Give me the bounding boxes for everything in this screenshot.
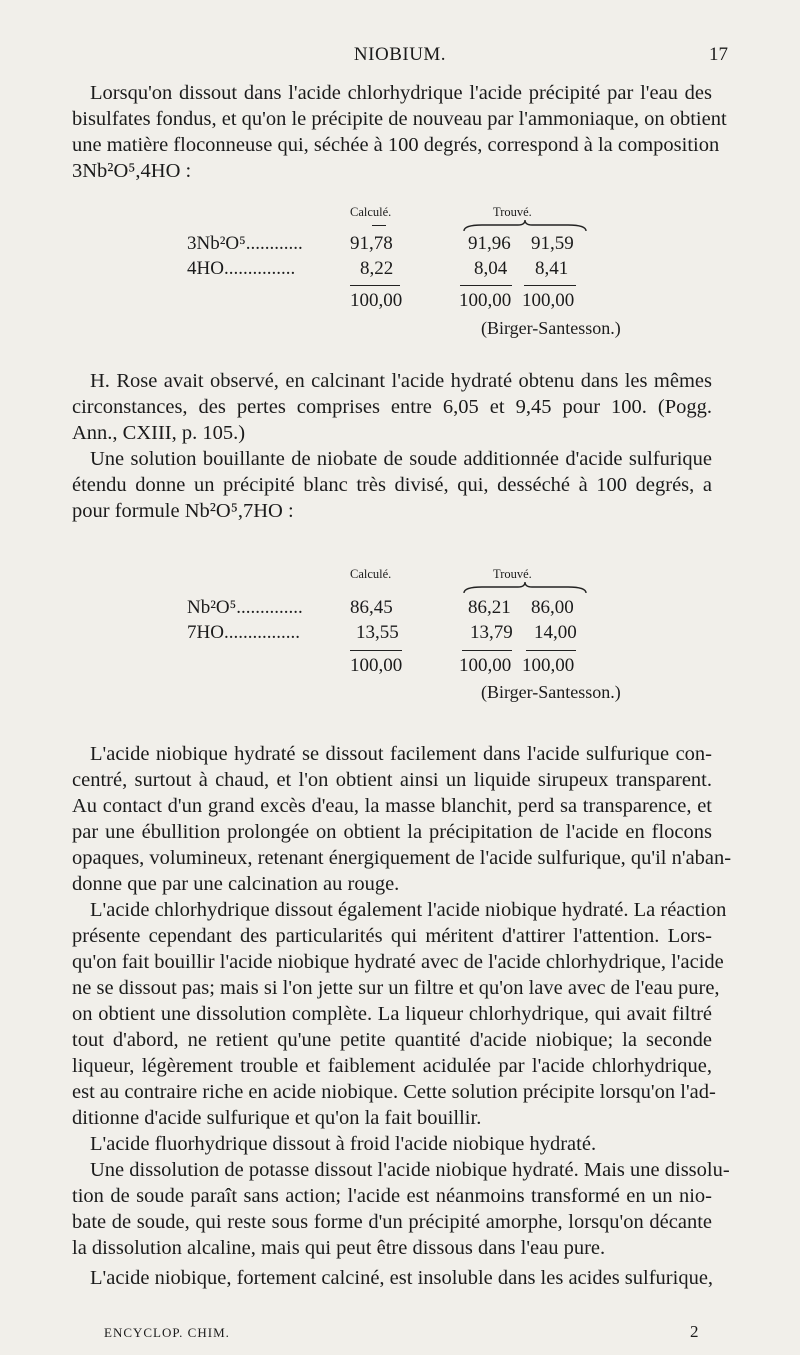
para5-line: L'acide chlorhydrique dissout également l'acide niobique hydraté. La réaction	[90, 899, 727, 921]
table2-head-found: Trouvé.	[493, 567, 532, 581]
para8-line: L'acide niobique, fortement calciné, est insoluble dans les acides sulfurique,	[90, 1267, 714, 1289]
para2-line: circonstances, des pertes comprises entre 6,05 et 9,45 pour 100. (Pogg.	[72, 396, 712, 418]
footer-signature-number: 2	[690, 1322, 699, 1341]
para7-line: bate de soude, qui reste sous forme d'un précipité amorphe, lorsqu'on décante	[72, 1211, 712, 1233]
para5-line: qu'on fait bouillir l'acide niobique hydraté avec de l'acide chlorhydrique, l'acide	[72, 951, 724, 973]
para4-line: L'acide niobique hydraté se dissout facilement dans l'acide sulfurique con-	[90, 743, 712, 765]
para7-line: tion de soude paraît sans action; l'acide est néanmoins transformé en un nio-	[72, 1185, 712, 1207]
para3-line: étendu donne un précipité blanc très divisé, qui, desséché à 100 degrés, a	[72, 474, 712, 496]
footer-signature: ENCYCLOP. CHIM.	[104, 1325, 230, 1340]
para4-line: Au contact d'un grand excès d'eau, la masse blanchit, perd sa transparence, et	[72, 795, 712, 817]
table1-row-found1: 91,96	[468, 233, 511, 254]
table2-row-found2: 86,00	[531, 597, 574, 618]
table2-total-found1: 100,00	[459, 655, 512, 676]
table1-sum-rule	[350, 285, 400, 286]
para1-line: Lorsqu'on dissout dans l'acide chlorhydrique l'acide précipité par l'eau des	[90, 82, 712, 104]
para1-line: une matière floconneuse qui, séchée à 100 degrés, correspond à la composition	[72, 134, 720, 156]
table2-row-calc: 86,45	[350, 597, 393, 618]
table2-row-found1: 13,79	[470, 622, 513, 643]
para3-line: pour formule Nb²O⁵,7HO :	[72, 500, 294, 522]
para4-line: centré, surtout à chaud, et l'on obtient ainsi un liquide sirupeux transparent.	[72, 769, 712, 791]
table1-head-found: Trouvé.	[493, 205, 532, 219]
table1-total-calc: 100,00	[350, 290, 403, 311]
table2-sum-rule	[526, 650, 576, 651]
table2-row-calc: 13,55	[356, 622, 399, 643]
para4-line: par une ébullition prolongée on obtient la précipitation de l'acide en flocons	[72, 821, 712, 843]
table2-row-found2: 14,00	[534, 622, 577, 643]
para2-line: H. Rose avait observé, en calcinant l'acide hydraté obtenu dans les mêmes	[90, 370, 712, 392]
table1-row-found2: 91,59	[531, 233, 574, 254]
para4-line: opaques, volumineux, retenant énergiquement de l'acide sulfurique, qu'il n'aban-	[72, 847, 732, 869]
table1-brace-icon	[462, 219, 588, 233]
table1-sum-rule	[460, 285, 512, 286]
table1-row-found2: 8,41	[535, 258, 569, 279]
table1-dash	[372, 225, 386, 226]
table2-brace-icon	[462, 581, 588, 595]
page-number: 17	[709, 44, 728, 65]
para7-line: la dissolution alcaline, mais qui peut être dissous dans l'eau pure.	[72, 1237, 606, 1259]
table2-total-found2: 100,00	[522, 655, 575, 676]
para5-line: ne se dissout pas; mais si l'on jette sur un filtre et qu'on lave avec de l'eau pure,	[72, 977, 720, 999]
table2-row-label: Nb²O⁵..............	[187, 597, 303, 618]
table1-row-calc: 91,78	[350, 233, 393, 254]
para5-line: ditionne d'acide sulfurique et qu'on la fait bouillir.	[72, 1107, 482, 1129]
table1-source: (Birger-Santesson.)	[481, 318, 621, 338]
para3-line: Une solution bouillante de niobate de soude additionnée d'acide sulfurique	[90, 448, 712, 470]
table2-source: (Birger-Santesson.)	[481, 682, 621, 702]
para5-line: présente cependant des particularités qui méritent d'attirer l'attention. Lors-	[72, 925, 712, 947]
table2-sum-rule	[462, 650, 512, 651]
table1-head-calc: Calculé.	[350, 205, 392, 219]
table1-row-label: 3Nb²O⁵............	[187, 233, 303, 254]
para5-line: est au contraire riche en acide niobique. Cette solution précipite lorsqu'on l'ad-	[72, 1081, 716, 1103]
table1-total-found2: 100,00	[522, 290, 575, 311]
table2-total-calc: 100,00	[350, 655, 403, 676]
table1-row-found1: 8,04	[474, 258, 508, 279]
running-head-title: NIOBIUM.	[353, 44, 447, 65]
para1-line: bisulfates fondus, et qu'on le précipite de nouveau par l'ammoniaque, on obtient	[72, 108, 727, 130]
table2-sum-rule	[350, 650, 402, 651]
table2-row-label: 7HO................	[187, 622, 300, 643]
table2-head-calc: Calculé.	[350, 567, 392, 581]
table2-row-found1: 86,21	[468, 597, 511, 618]
para5-line: tout d'abord, ne retient qu'une petite quantité d'acide niobique; la seconde	[72, 1029, 712, 1051]
para7-line: Une dissolution de potasse dissout l'acide niobique hydraté. Mais une dissolu-	[90, 1159, 730, 1181]
table1-row-calc: 8,22	[360, 258, 394, 279]
para5-line: liqueur, légèrement trouble et faiblement acidulée par l'acide chlorhydrique,	[72, 1055, 712, 1077]
para5-line: on obtient une dissolution complète. La liqueur chlorhydrique, qui avait filtré	[72, 1003, 712, 1025]
table1-sum-rule	[524, 285, 576, 286]
para2-line: Ann., CXIII, p. 105.)	[72, 422, 246, 444]
table1-total-found1: 100,00	[459, 290, 512, 311]
table1-row-label: 4HO...............	[187, 258, 296, 279]
para6-line: L'acide fluorhydrique dissout à froid l'acide niobique hydraté.	[90, 1133, 597, 1155]
para4-line: donne que par une calcination au rouge.	[72, 873, 400, 895]
para1-line: 3Nb²O⁵,4HO :	[72, 160, 192, 182]
